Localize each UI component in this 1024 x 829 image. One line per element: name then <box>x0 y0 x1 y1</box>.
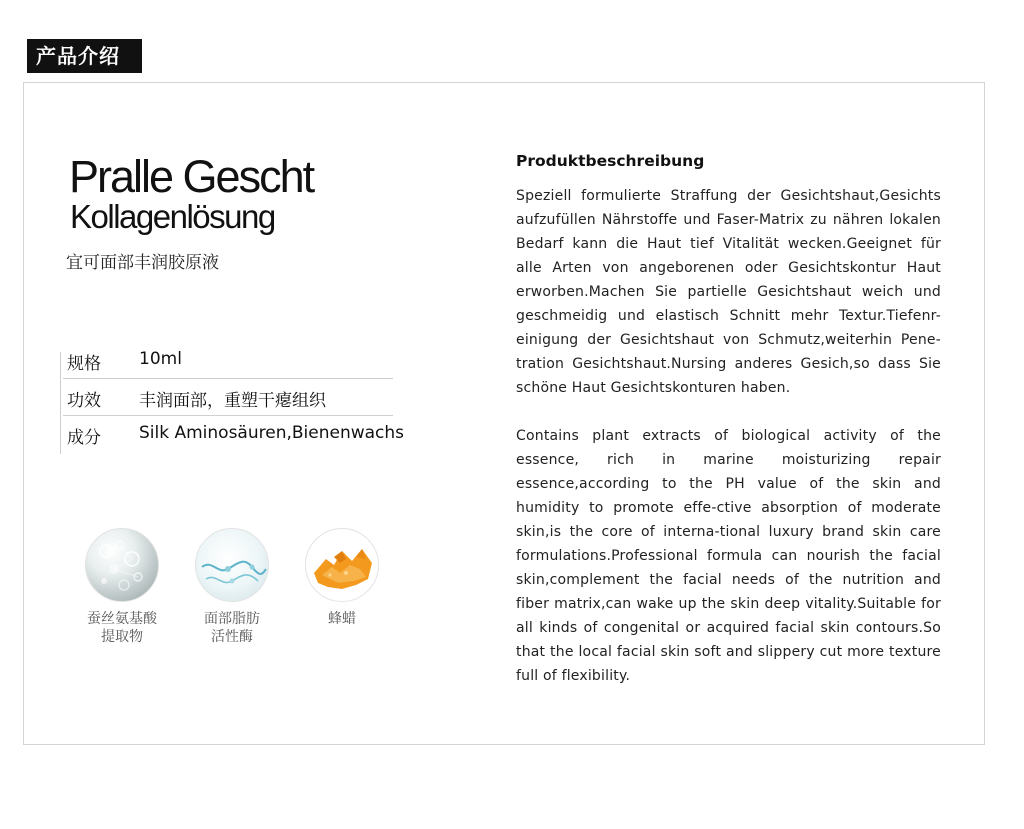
silk-amino-acid-image <box>85 528 159 602</box>
spec-row-size <box>63 342 393 379</box>
facial-fat-enzyme-image <box>195 528 269 602</box>
ingredient-label: 面部脂肪 活性酶 <box>204 611 260 645</box>
spec-table-divider <box>60 352 61 454</box>
ingredient-beeswax <box>287 528 397 628</box>
ingredient-label: 蚕丝氨基酸 提取物 <box>87 611 157 645</box>
product-title-line1: Pralle Gescht <box>69 151 314 202</box>
spec-table <box>63 342 405 452</box>
product-title-line2: Kollagenlösung <box>70 198 275 235</box>
spec-label: 成分 <box>67 428 101 448</box>
spec-row-ingredients <box>63 416 405 452</box>
spec-label: 规格 <box>67 354 101 374</box>
product-description <box>516 152 941 688</box>
ingredient-facial-fat-enzyme <box>177 528 287 646</box>
description-paragraph-de: Speziell formulierte Straffung der Gesichtshaut,Gesichts aufzufüllen Nährstoffe und Faser-Matrix zu nähren lokalen Bedarf kann die Haut tief Vitalität wecken.Geeignet für alle Arten von angeborenen oder Gesichtskontur Haut erworben.Machen Sie partielle Gesichtshaut weich und geschmeidig und elastisch Schnitt mehr Textur.Tiefenr-einigung der Gesichtshaut von Schmutz,weiterhin Pene-tration Gesichtshaut.Nursing anderes Gesich,so dass Sie schöne Haut Gesichtskonturen haben. <box>516 188 941 396</box>
beeswax-image <box>305 528 379 602</box>
description-paragraph-en: Contains plant extracts of biological activity of the essence, rich in marine moisturizing repair essence,according to the PH value of the skin and humidity to promote effe-ctive absorption of moderate skin,is the core of interna-tional luxury brand skin care formulations.Professional formula can nourish the facial skin,complement the facial needs of the nutrition and fiber matrix,can wake up the skin deep vitality.Suitable for all kinds of congenital or acquired facial skin contours.So that the local facial skin soft and slippery cut more texture full of flexibility. <box>516 428 941 684</box>
ingredient-label: 蜂蜡 <box>328 611 356 627</box>
description-heading: Produktbeschreibung <box>516 152 705 170</box>
section-tag-product-intro: 产品介绍 <box>27 39 142 73</box>
ingredient-silk-amino <box>67 528 177 646</box>
spec-row-effect <box>63 379 393 416</box>
spec-label: 功效 <box>67 391 101 411</box>
spec-value: 10ml <box>139 349 182 369</box>
spec-value: Silk Aminosäuren,Bienenwachs <box>139 423 405 443</box>
product-subtitle-cn: 宜可面部丰润胶原液 <box>66 253 219 273</box>
spec-value: 丰润面部，重塑干瘪组织 <box>139 391 326 411</box>
